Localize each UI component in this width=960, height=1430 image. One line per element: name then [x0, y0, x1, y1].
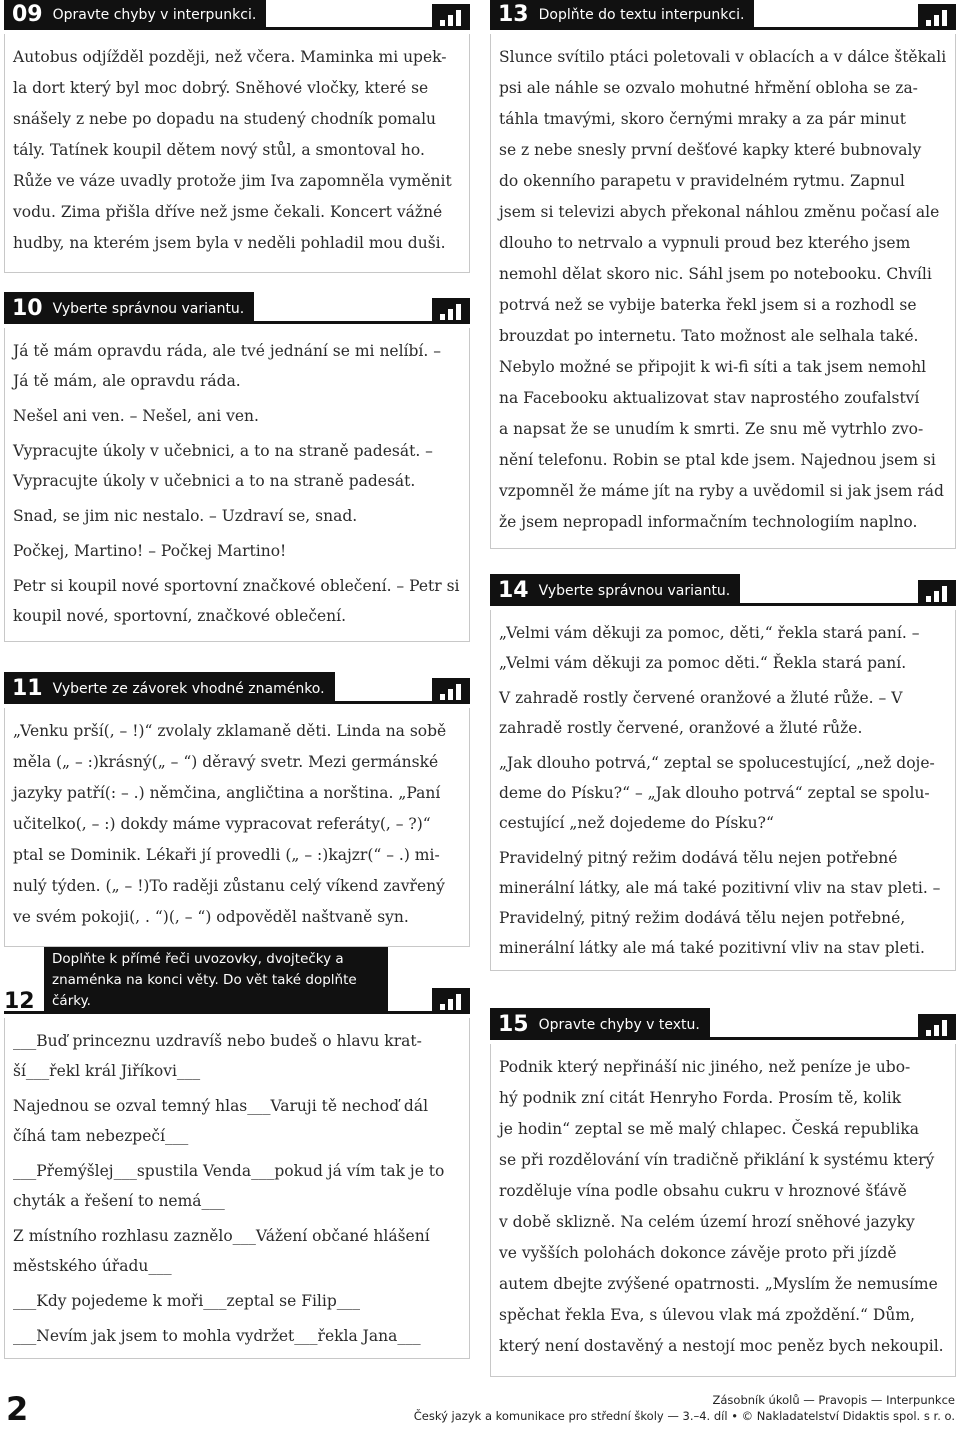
- text-line: dlouho to netrvalo a vypnuli proud bez kterého jsem: [499, 234, 911, 252]
- text-line: Růže ve váze uvadly protože jim Iva zapomněla vyměnit: [13, 172, 452, 190]
- task-header: [4, 951, 470, 1018]
- text-line: ptal se Dominik. Lékaři jí provedli („ – :)kajzr(“ – .) mi-: [13, 846, 440, 864]
- task-15: [490, 1014, 956, 1377]
- text-line: spěchat řekla Eva, s úlevou vlak má zpoždění.“ Dům,: [499, 1306, 915, 1324]
- task-number: 09: [12, 2, 43, 27]
- exercise-sentence[interactable]: Najednou se ozval temný hlas___Varuji tě nechoď dál číhá tam nebezpečí___: [13, 1097, 429, 1145]
- text-line: v době sklizně. Na celém území hrozí sněhové jazyky: [499, 1213, 915, 1231]
- option-pair[interactable]: „Jak dlouho potrvá,“ zeptal se spolucestující, „než doje- deme do Písku?“ – „Jak dlouho potrvá“ zeptal se spolu- cestující „než dojedeme do Písku?“: [499, 754, 935, 832]
- task-header: [4, 4, 470, 34]
- option-pair[interactable]: Pravidelný pitný režim dodává tělu nejen potřebné minerální látky, ale má také pozitivní vliv na stav pleti. – Pravidelný, pitný režim dodává tělu nejen potřebné, minerální látky ale má také pozitivní vliv na stav pleti.: [499, 849, 941, 957]
- task-number: 15: [498, 1012, 529, 1037]
- option-pair[interactable]: Vypracujte úkoly v učebnici, a to na straně padesát. – Vypracujte úkoly v učebnici a to na straně padesát.: [13, 442, 433, 490]
- text-line: je hodin“ zeptal se mě malý chlapec. Česká republika: [499, 1120, 919, 1138]
- task-12: [4, 951, 470, 1359]
- text-line: táhla tmavými, skoro černými mraky a za pár minut: [499, 110, 906, 128]
- exercise-sentence[interactable]: ___Buď princeznu uzdravíš nebo budeš o hlavu krat- ší___řekl král Jiříkovi___: [13, 1032, 422, 1080]
- task-header: [490, 580, 956, 610]
- exercise-sentence[interactable]: ___Kdy pojedeme k moři___zeptal se Filip___: [13, 1292, 360, 1310]
- task-instruction: 09 Opravte chyby v interpunkci.: [4, 0, 266, 30]
- text-line: nemohl dělat skoro nic. Sáhl jsem po notebooku. Chvíli: [499, 265, 932, 283]
- text-line: jsem si televizi abych překonal náhlou změnu počasí ale: [499, 203, 940, 221]
- task-header: [490, 4, 956, 34]
- text-line: hý podnik zní citát Henryho Forda. Prosím tě, kolik: [499, 1089, 902, 1107]
- task-number: 14: [498, 578, 529, 603]
- task-number: 10: [12, 296, 43, 321]
- text-line: hudby, na kterém jsem byla v neděli pohladil mou duši.: [13, 234, 446, 252]
- text-line: vzpomněl že máme jít na ryby a uvědomil si jak jsem rád: [499, 482, 944, 500]
- text-line: jazyky patří(: – .) němčina, angličtina a norština. „Paní: [13, 784, 441, 802]
- text-line: ve svém pokoji(, . “)(, – “) odpověděl naštvaně syn.: [13, 908, 409, 926]
- text-line: snášely z nebe po dopadu na studený chodník pomalu: [13, 110, 437, 128]
- text-line: že jsem nepropadl informačním technologiím naplno.: [499, 513, 918, 531]
- task-body: [4, 34, 470, 273]
- text-line: se z nebe snesly první dešťové kapky které bubnovaly: [499, 141, 922, 159]
- option-pair[interactable]: Já tě mám opravdu ráda, ale tvé jednání se mi nelíbí. – Já tě mám, ale opravdu ráda.: [13, 342, 441, 390]
- task-instruction: 10 Vyberte správnou variantu.: [4, 292, 254, 324]
- option-pair[interactable]: Snad, se jim nic nestalo. – Uzdraví se, snad.: [13, 507, 358, 525]
- task-body: [4, 328, 470, 642]
- exercise-sentence[interactable]: ___Nevím jak jsem to mohla vydržet___řekla Jana___: [13, 1327, 421, 1345]
- task-body: [4, 708, 470, 947]
- text-line: na Facebooku aktualizovat stav naprostého zoufalství: [499, 389, 920, 407]
- text-line: měla („ – :)krásný(„ – “) děravý svetr. Mezi germánské: [13, 753, 439, 771]
- difficulty-icon: [432, 988, 470, 1014]
- text-line: Slunce svítilo ptáci poletovali v oblacích a v dálce štěkali: [499, 48, 947, 66]
- text-line: Autobus odjížděl později, než včera. Maminka mi upek-: [13, 48, 447, 66]
- task-header: [4, 298, 470, 328]
- task-header: [490, 1014, 956, 1044]
- task-header: [4, 678, 470, 708]
- difficulty-icon: [432, 4, 470, 30]
- text-line: nulý týden. („ – !)To raději zůstanu celý víkend zavřený: [13, 877, 445, 895]
- task-13: [490, 4, 956, 549]
- difficulty-icon: [432, 678, 470, 704]
- option-pair[interactable]: Počkej, Martino! – Počkej Martino!: [13, 542, 287, 560]
- text-line: Podnik který nepřináší nic jiného, než peníze je ubo-: [499, 1058, 911, 1076]
- difficulty-icon: [918, 1014, 956, 1040]
- task-number: 11: [12, 676, 43, 701]
- exercise-sentence[interactable]: ___Přemýšlej___spustila Venda___pokud já vím tak je to chyták a řešení to nemá___: [13, 1162, 445, 1210]
- task-instruction: 11 Vyberte ze závorek vhodné znaménko.: [4, 672, 335, 704]
- text-line: nění telefonu. Robin se ptal kde jsem. Najednou jsem si: [499, 451, 936, 469]
- text-line: tály. Tatínek koupil dětem nový stůl, a smontoval ho.: [13, 141, 425, 159]
- option-pair[interactable]: V zahradě rostly červené oranžové a žluté růže. – V zahradě rostly červené, oranžové a žluté růže.: [499, 689, 903, 737]
- text-line: se při rozdělování vín tradičně přiklání k systému který: [499, 1151, 935, 1169]
- task-11: [4, 678, 470, 947]
- task-body: [490, 610, 956, 971]
- task-instruction: Doplňte k přímé řeči uvozovky, dvojtečky a znaménka na konci věty. Do vět také doplňte čárky.: [44, 947, 388, 1014]
- option-pair[interactable]: Petr si koupil nové sportovní značkové oblečení. – Petr si koupil nové, sportovní, značkové oblečení.: [13, 577, 460, 625]
- difficulty-icon: [918, 4, 956, 30]
- footer-copyright: Český jazyk a komunikace pro střední školy — 3.–4. díl • © Nakladatelství Didaktis spol. s r. o.: [413, 1409, 955, 1423]
- option-pair[interactable]: „Velmi vám děkuji za pomoc, děti,“ řekla stará paní. – „Velmi vám děkuji za pomoc děti.“ Řekla stará paní.: [499, 624, 920, 672]
- task-body: [490, 34, 956, 549]
- text-line: Nebylo možné se připojit k wi-fi síti a tak jsem nemohl: [499, 358, 927, 376]
- difficulty-icon: [432, 298, 470, 324]
- text-line: ve vyšších polohách dokonce závěje proto při jízdě: [499, 1244, 897, 1262]
- task-14: [490, 580, 956, 971]
- task-10: [4, 298, 470, 642]
- task-body: [4, 1018, 470, 1359]
- text-line: a napsat že se unudím k smrti. Ze snu mě vytrhlo zvo-: [499, 420, 924, 438]
- text-line: který není dostavěný a nestojí moc peněz bych nekoupil.: [499, 1337, 944, 1355]
- task-number: 12: [4, 989, 35, 1014]
- task-instruction: 13 Doplňte do textu interpunkci.: [490, 0, 754, 30]
- task-instruction: 14 Vyberte správnou variantu.: [490, 574, 740, 606]
- text-line: la dort který byl moc dobrý. Sněhové vločky, které se: [13, 79, 429, 97]
- exercise-sentence[interactable]: Z místního rozhlasu zaznělo___Vážení občané hlášení městského úřadu___: [13, 1227, 430, 1275]
- option-pair[interactable]: Nešel ani ven. – Nešel, ani ven.: [13, 407, 259, 425]
- task-body: [490, 1044, 956, 1377]
- difficulty-icon: [918, 580, 956, 606]
- task-instruction: 15 Opravte chyby v textu.: [490, 1008, 710, 1040]
- task-09: [4, 4, 470, 273]
- text-line: do okenního parapetu v pravidelném rytmu. Zapnul: [499, 172, 905, 190]
- text-line: „Venku prší(, – !)“ zvolaly zklamaně děti. Linda na sobě: [13, 722, 447, 740]
- text-line: brouzdat po internetu. Tato možnost ale selhala také.: [499, 327, 919, 345]
- text-line: psi ale náhle se ozvalo mohutné hřmění obloha se za-: [499, 79, 918, 97]
- footer: [414, 1392, 955, 1424]
- text-line: potrvá než se vybije baterka řekl jsem si a rozhodl se: [499, 296, 917, 314]
- page-number: 2: [6, 1390, 29, 1428]
- task-number: 13: [498, 2, 529, 27]
- text-line: rozděluje vína podle obsahu cukru v hroznové šťávě: [499, 1182, 907, 1200]
- text-line: učitelko(, – :) dokdy máme vypracovat referáty(, – ?)“: [13, 815, 431, 833]
- text-line: vodu. Zima přišla dříve než jsme čekali. Koncert vážné: [13, 203, 443, 221]
- text-line: autem dbejte zvýšené opatrnosti. „Myslím že nemusíme: [499, 1275, 938, 1293]
- footer-series: Zásobník úkolů — Pravopis — Interpunkce: [712, 1393, 955, 1407]
